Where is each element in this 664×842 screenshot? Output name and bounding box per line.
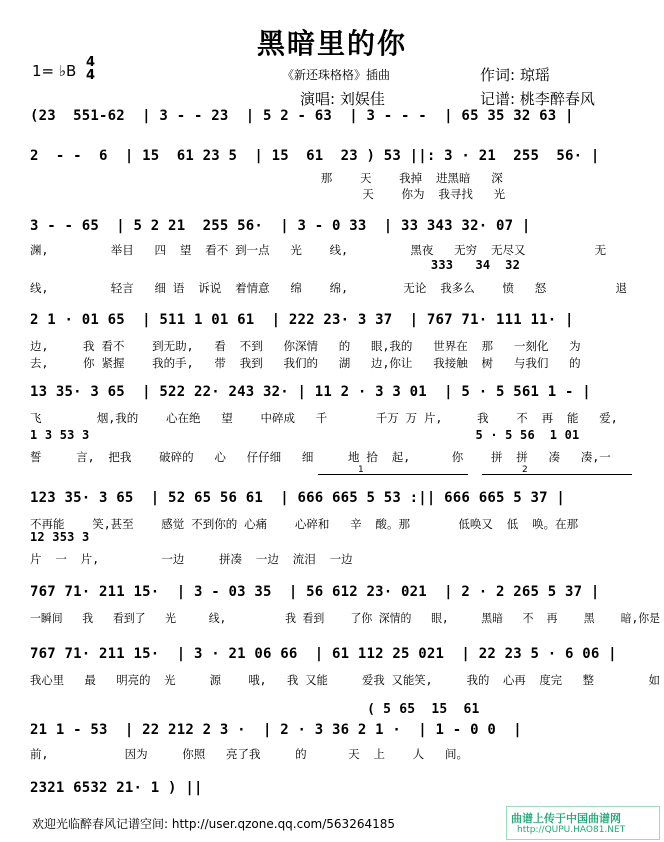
score-row-1: (23 551-62 | 3 - - 23 | 5 2 - 63 | 3 - - - | 65 35 32 63 |: [30, 108, 574, 124]
score-row-7: 767 71· 211 15· | 3 - 03 35 | 56 612 23· 021 | 2 · 2 265 5 37 |: [30, 584, 600, 600]
score-row-3: 3 - - 65 | 5 2 21 255 56· | 3 - 0 33 | 33 343 32· 07 |: [30, 218, 531, 234]
score-row-6: 123 35· 3 65 | 52 65 56 61 | 666 665 5 53 :|| 666 665 5 37 |: [30, 490, 565, 506]
lyric-row-3a: 渊, 举目 四 望 看不 到一点 光 线, 黑夜 无穷 无尽又 无: [30, 243, 607, 257]
lyric-row-2a: 那 天 我掉 进黑暗 深: [30, 171, 503, 185]
footer-text: 欢迎光临醉春风记谱空间: http://user.qzone.qq.com/563264185: [32, 817, 396, 831]
lyric-row-6a: 不再能 笑,甚至 感觉 不到你的 心痛 心碎和 辛 酸。那 低唤又 低 唤。在那: [30, 517, 579, 531]
score-row-5-alt: 1 3 53 3 5 · 5 56 1 01: [30, 428, 580, 442]
lyric-row-6b: 片 一 片, 一边 拼凑 一边 流泪 一边: [30, 552, 353, 566]
song-title: 黑暗里的你: [256, 27, 407, 60]
score-row-9: 21 1 - 53 | 22 212 2 3 · | 2 · 3 36 2 1 · | 1 - 0 0 |: [30, 722, 522, 738]
watermark-badge: [506, 806, 660, 840]
score-row-5: 13 35· 3 65 | 522 22· 243 32· | 11 2 · 3 3 01 | 5 · 5 561 1 - |: [30, 384, 591, 400]
singer-text: 演唱: 刘娱佳: [300, 90, 385, 108]
lyricist-text: 作词: 琼瑶: [480, 66, 550, 84]
lyric-row-9: 前, 因为 你照 亮了我 的 天 上 人 间。: [30, 747, 468, 761]
volta-2: 2: [482, 474, 632, 481]
volta-1: 1: [318, 474, 468, 481]
badge-line-1: 曲谱上传于中国曲谱网: [511, 812, 621, 825]
time-sig-bottom: 4: [86, 68, 96, 83]
lyric-row-2b: 天 你为 我寻找 光: [30, 187, 506, 201]
time-sig-top: 4: [86, 55, 96, 70]
score-row-10: 2321 6532 21· 1 ) ||: [30, 780, 203, 796]
lyric-row-7: 一瞬间 我 看到了 光 线, 我 看到 了你 深情的 眼, 黑暗 不 再 黑 暗,你是: [30, 611, 660, 625]
score-row-9-intro: ( 5 65 15 61: [30, 702, 480, 717]
lyric-row-8: 我心里 最 明亮的 光 源 哦, 我 又能 爱我 又能笑, 我的 心再 度完 整 如: [30, 673, 660, 687]
score-row-2: 2 - - 6 | 15 61 23 5 | 15 61 23 ) 53 ||: 3 · 21 255 56· |: [30, 148, 600, 164]
time-signature: [86, 56, 95, 82]
lyric-row-4b: 去, 你 紧握 我的手, 带 我到 我们的 湖 边,你让 我接触 树 与我们 的: [30, 356, 581, 370]
score-row-3-alt: 333 34 32: [30, 258, 521, 272]
score-row-8: 767 71· 211 15· | 3 · 21 06 66 | 61 112 25 021 | 22 23 5 · 6 06 |: [30, 646, 617, 662]
lyric-row-4a: 边, 我 看不 到无助, 看 不到 你深情 的 眼,我的 世界在 那 一刻化 为: [30, 339, 581, 353]
lyric-row-5b: 誓 言, 把我 破碎的 心 仔仔细 细 地 拾 起, 你 拼 拼 凑 凑,一: [30, 450, 611, 464]
key-signature: 1= ♭B: [32, 62, 77, 80]
lyric-row-3b: 线, 轻言 细 语 诉说 着情意 绵 绵, 无论 我多么 愤 怒 退: [30, 281, 627, 295]
transcriber-text: 记谱: 桃李醉春风: [480, 90, 595, 108]
lyric-row-5a: 飞 烟,我的 心在绝 望 中碎成 千 千万 万 片, 我 不 再 能 爱,: [30, 411, 618, 425]
score-row-6-alt: 12 353 3: [30, 530, 90, 544]
score-row-4: 2 1 · 01 65 | 511 1 01 61 | 222 23· 3 37 | 767 71· 111 11· |: [30, 312, 574, 328]
source-text: 《新还珠格格》插曲: [282, 68, 391, 82]
badge-line-2: http://QUPU.HAO81.NET: [517, 825, 626, 835]
